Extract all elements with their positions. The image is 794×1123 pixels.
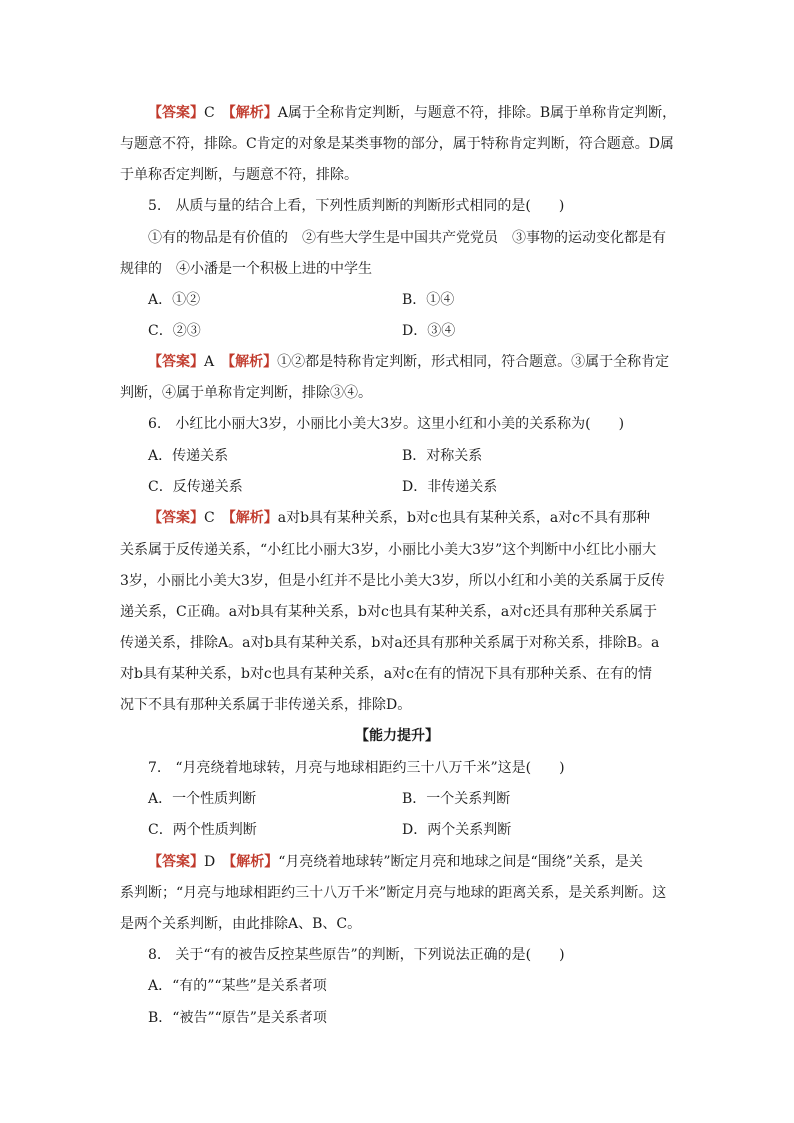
analysis-label: 【解析】: [228, 105, 278, 121]
question-5-statements: 规律的 ④小潘是一个积极上进的中学生: [120, 261, 372, 277]
question-5-statements: ①有的物品是有价值的 ②有些大学生是中国共产党党员 ③事物的运动变化都是有: [148, 230, 666, 246]
section-title: 【能力提升】: [355, 728, 439, 744]
option-a: A．“有的”“某些”是关系者项: [148, 978, 327, 994]
option-b: B．一个关系判断: [402, 791, 511, 807]
question-8-stem: 8. 关于“有的被告反控某些原告”的判断，下列说法正确的是( ): [148, 947, 565, 963]
option-c: C．两个性质判断: [148, 822, 257, 838]
answer-line: [148, 352, 669, 372]
answer-label: 【答案】: [148, 105, 204, 121]
answer-line: [148, 852, 643, 872]
analysis-text: 于单称否定判断，与题意不符，排除。: [120, 167, 358, 183]
analysis-text: “月亮绕着地球转”断定月亮和地球之间是“围绕”关系，是关: [278, 854, 643, 870]
analysis-text: 系判断；“月亮与地球相距约三十八万千米”断定月亮与地球的距离关系，是关系判断。这: [120, 885, 667, 901]
analysis-text: 是两个关系判断，由此排除A、B、C。: [120, 916, 362, 932]
question-6-stem: 6. 小红比小丽大3岁，小丽比小美大3岁。这里小红和小美的关系称为( ): [148, 416, 625, 432]
analysis-label: 【解析】: [228, 510, 278, 526]
option-b: B．对称关系: [402, 448, 483, 464]
option-b: B．①④: [402, 292, 455, 308]
analysis-text: 递关系，C正确。a对b具有某种关系，b对c也具有某种关系，a对c还具有那种关系属于: [120, 604, 658, 620]
analysis-text: 与题意不符，排除。C肯定的对象是某类事物的部分，属于特称肯定判断，符合题意。D属: [120, 136, 674, 152]
question-5-stem: 5. 从质与量的结合上看，下列性质判断的判断形式相同的是( ): [148, 198, 565, 214]
answer-label: 【答案】: [148, 510, 204, 526]
answer-value: C: [204, 510, 215, 526]
answer-value: C: [204, 105, 215, 121]
option-d: D．③④: [402, 323, 456, 339]
answer-line: [148, 103, 676, 123]
answer-line: [148, 508, 650, 528]
analysis-text: 对b具有某种关系，b对c也具有某种关系，a对c在有的情况下具有那种关系、在有的情: [120, 666, 652, 682]
analysis-text: ①②都是特称肯定判断，形式相同，符合题意。③属于全称肯定: [277, 354, 670, 370]
option-d: D．非传递关系: [402, 479, 498, 495]
option-a: A．传递关系: [148, 448, 229, 464]
option-c: C．反传递关系: [148, 479, 243, 495]
answer-label: 【答案】: [148, 354, 204, 370]
option-d: D．两个关系判断: [402, 822, 512, 838]
answer-value: A: [204, 354, 215, 370]
analysis-text: 关系属于反传递关系，“小红比小丽大3岁，小丽比小美大3岁”这个判断中小红比小丽大: [120, 542, 657, 558]
analysis-text: 传递关系，排除A。a对b具有某种关系，b对a还具有那种关系属于对称关系，排除B。a: [120, 635, 660, 651]
question-7-stem: 7. “月亮绕着地球转，月亮与地球相距约三十八万千米”这是( ): [148, 760, 565, 776]
analysis-label: 【解析】: [229, 854, 279, 870]
analysis-text: 3岁，小丽比小美大3岁，但是小红并不是比小美大3岁，所以小红和小美的关系属于反传: [120, 573, 665, 589]
option-b: B．“被告”“原告”是关系者项: [148, 1010, 327, 1026]
option-a: A．①②: [148, 292, 201, 308]
option-a: A．一个性质判断: [148, 791, 257, 807]
analysis-text: A属于全称肯定判断，与题意不符，排除。B属于单称肯定判断，: [277, 105, 677, 121]
analysis-text: 判断，④属于单称肯定判断，排除③④。: [120, 385, 372, 401]
analysis-label: 【解析】: [228, 354, 278, 370]
analysis-text: a对b具有某种关系，b对c也具有某种关系，a对c不具有那种: [277, 510, 651, 526]
answer-label: 【答案】: [148, 854, 204, 870]
answer-value: D: [204, 854, 216, 870]
analysis-text: 况下不具有那种关系属于非传递关系，排除D。: [120, 697, 412, 713]
option-c: C．②③: [148, 323, 201, 339]
